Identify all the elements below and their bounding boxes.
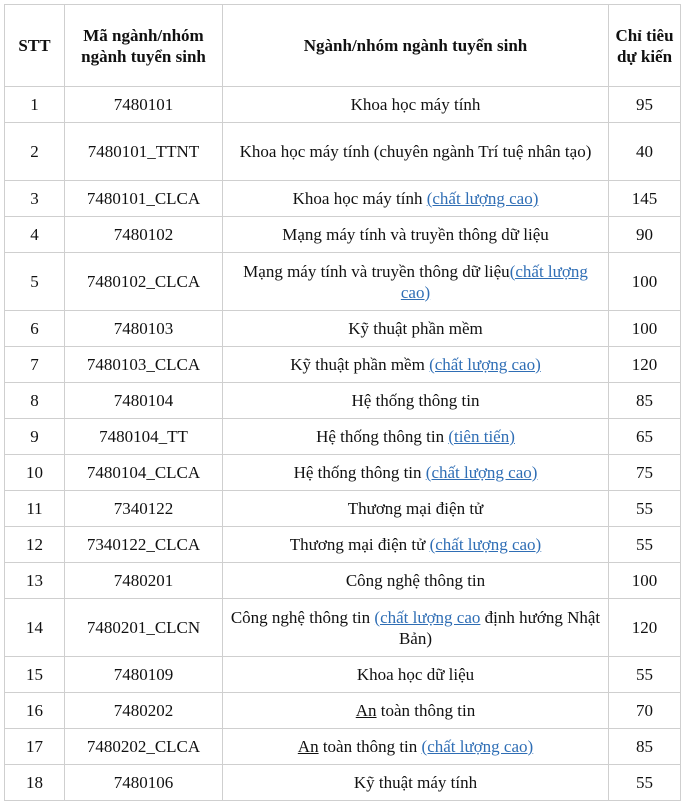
cell-stt: 1 [5,87,65,123]
program-name-suffix: định hướng Nhật Bản) [398,607,601,648]
program-name: Hệ thống thông tin [351,391,480,410]
cell-quota: 65 [609,419,681,455]
cell-stt: 3 [5,181,65,217]
cell-quota: 100 [609,311,681,347]
program-link[interactable]: (chất lượng cao) [429,355,541,374]
cell-code: 7480102_CLCA [65,253,223,311]
header-code: Mã ngành/nhóm ngành tuyển sinh [65,5,223,87]
table-row [5,455,681,491]
table-row [5,347,681,383]
cell-code: 7480104_TT [65,419,223,455]
cell-quota: 145 [609,181,681,217]
cell-quota: 75 [609,455,681,491]
cell-quota: 90 [609,217,681,253]
cell-name [223,419,609,455]
cell-name [223,729,609,765]
program-link[interactable]: (chất lượng cao) [429,535,542,554]
cell-name [223,217,609,253]
cell-name [223,311,609,347]
cell-name [223,527,609,563]
program-name: Khoa học máy tính (chuyên ngành Trí tuệ nhân tạo) [239,142,592,161]
program-name: Mạng máy tính và truyền thông dữ liệu [243,261,510,281]
cell-quota: 40 [609,123,681,181]
table-row [5,527,681,563]
table-row [5,657,681,693]
cell-code: 7480201 [65,563,223,599]
cell-code: 7340122 [65,491,223,527]
program-name: Kỹ thuật phần mềm [290,355,430,374]
cell-name [223,765,609,801]
cell-stt: 15 [5,657,65,693]
program-name: Hệ thống thông tin [316,427,449,446]
cell-quota: 85 [609,383,681,419]
cell-stt: 18 [5,765,65,801]
program-link[interactable]: (chất lượng cao) [425,463,538,482]
cell-stt: 17 [5,729,65,765]
program-name: Mạng máy tính và truyền thông dữ liệu [282,225,549,244]
cell-name [223,693,609,729]
table-row [5,491,681,527]
cell-stt: 7 [5,347,65,383]
table-row [5,123,681,181]
table-row [5,217,681,253]
program-name: toàn thông tin [318,737,422,756]
cell-code: 7480101 [65,87,223,123]
cell-quota: 55 [609,491,681,527]
cell-quota: 55 [609,527,681,563]
cell-code: 7480101_CLCA [65,181,223,217]
cell-stt: 4 [5,217,65,253]
cell-name [223,181,609,217]
cell-code: 7340122_CLCA [65,527,223,563]
cell-name [223,657,609,693]
cell-code: 7480103 [65,311,223,347]
cell-quota: 95 [609,87,681,123]
cell-code: 7480106 [65,765,223,801]
table-row [5,729,681,765]
cell-quota: 120 [609,347,681,383]
program-link[interactable]: (chất lượng cao [374,607,481,627]
table-row [5,181,681,217]
program-link[interactable]: (chất lượng cao) [426,189,539,208]
header-name: Ngành/nhóm ngành tuyển sinh [223,5,609,87]
cell-name [223,87,609,123]
cell-code: 7480202_CLCA [65,729,223,765]
program-link[interactable]: (chất lượng cao) [421,737,534,756]
table-row [5,419,681,455]
program-name: Thương mại điện tử [289,535,430,554]
cell-stt: 8 [5,383,65,419]
cell-name [223,599,609,657]
cell-code: 7480101_TTNT [65,123,223,181]
table-row [5,253,681,311]
cell-code: 7480104_CLCA [65,455,223,491]
table-row [5,765,681,801]
name-underlined-text: An [297,737,319,756]
program-name: Khoa học máy tính [292,189,427,208]
cell-quota: 120 [609,599,681,657]
cell-code: 7480201_CLCN [65,599,223,657]
cell-name [223,563,609,599]
program-name: Khoa học dữ liệu [356,665,475,684]
cell-stt: 6 [5,311,65,347]
cell-stt: 2 [5,123,65,181]
program-name: toàn thông tin [376,701,476,720]
header-row [5,5,681,87]
cell-code: 7480104 [65,383,223,419]
cell-stt: 10 [5,455,65,491]
cell-code: 7480109 [65,657,223,693]
cell-name [223,253,609,311]
table-row [5,693,681,729]
admission-quota-table [4,4,681,801]
cell-stt: 13 [5,563,65,599]
cell-code: 7480202 [65,693,223,729]
table-row [5,311,681,347]
cell-quota: 85 [609,729,681,765]
cell-quota: 55 [609,657,681,693]
program-name: Hệ thống thông tin [293,463,426,482]
cell-stt: 5 [5,253,65,311]
cell-stt: 14 [5,599,65,657]
cell-name [223,383,609,419]
program-name: Kỹ thuật máy tính [353,773,478,792]
program-name: Khoa học máy tính [350,95,481,114]
cell-name [223,347,609,383]
cell-stt: 12 [5,527,65,563]
cell-quota: 55 [609,765,681,801]
program-name: Kỹ thuật phần mềm [348,319,483,338]
program-name: Thương mại điện tử [347,499,484,518]
cell-code: 7480103_CLCA [65,347,223,383]
cell-stt: 9 [5,419,65,455]
header-quota: Chỉ tiêu dự kiến [609,5,681,87]
cell-code: 7480102 [65,217,223,253]
program-link[interactable]: (tiên tiến) [448,427,515,446]
cell-quota: 100 [609,563,681,599]
header-stt: STT [5,5,65,87]
cell-name [223,123,609,181]
cell-name [223,455,609,491]
cell-quota: 70 [609,693,681,729]
cell-stt: 11 [5,491,65,527]
cell-stt: 16 [5,693,65,729]
table-row [5,87,681,123]
name-underlined-text: An [355,701,377,720]
table-row [5,599,681,657]
table-row [5,563,681,599]
cell-quota: 100 [609,253,681,311]
program-name: Công nghệ thông tin [230,607,375,627]
program-link[interactable]: (chất lượng cao) [400,261,588,302]
program-name: Công nghệ thông tin [345,571,486,590]
cell-name [223,491,609,527]
table-row [5,383,681,419]
